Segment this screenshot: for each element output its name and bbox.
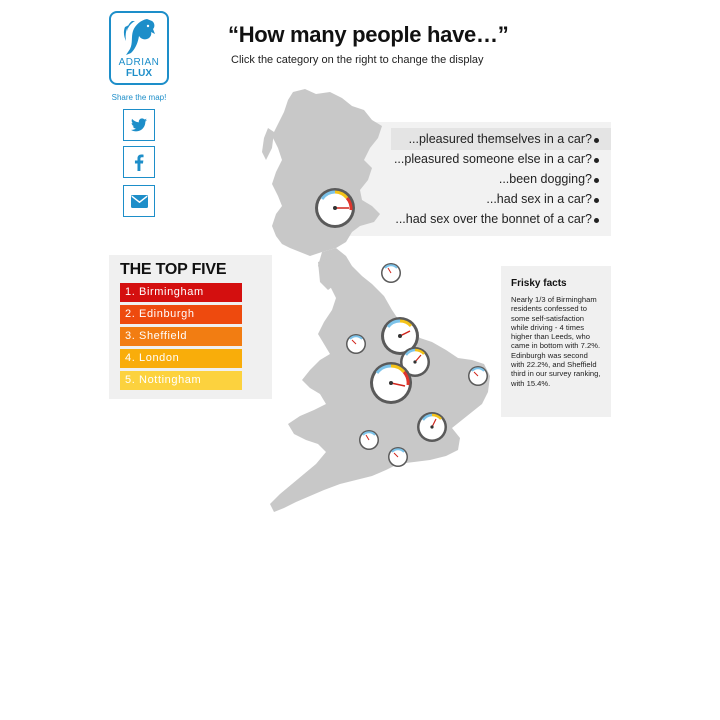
share-label: Share the map!: [111, 93, 167, 102]
category-pleasured-themselves[interactable]: ...pleasured themselves in a car?: [408, 132, 592, 146]
rank-item-3: 3. Sheffield: [120, 327, 242, 346]
region-scotland: [272, 89, 382, 256]
rank-item-2: 2. Edinburgh: [120, 305, 242, 324]
gauge-leeds-area[interactable]: [346, 334, 366, 354]
gauge-norwich[interactable]: [468, 366, 488, 386]
page-title: “How many people have…”: [228, 22, 509, 47]
category-bullet: [594, 138, 599, 143]
category-bullet: [594, 158, 599, 163]
category-bullet: [594, 218, 599, 223]
category-bullet: [594, 178, 599, 183]
rank-item-5: 5. Nottingham: [120, 371, 242, 390]
top-five-panel: [109, 255, 272, 399]
gauge-birmingham[interactable]: [370, 362, 412, 404]
top-five-title: THE TOP FIVE: [120, 261, 227, 278]
rank-item-1: 1. Birmingham: [120, 283, 242, 302]
page-subtitle: Click the category on the right to change the display: [231, 54, 484, 66]
logo-text-flux: FLUX: [125, 68, 153, 79]
gauge-newcastle[interactable]: [381, 263, 401, 283]
category-pleasured-someone-else[interactable]: ...pleasured someone else in a car?: [393, 152, 592, 166]
rank-item-4: 4. London: [120, 349, 242, 368]
region-outer-hebrides: [262, 128, 274, 160]
gauge-southampton[interactable]: [388, 447, 408, 467]
category-had-sex-in-car[interactable]: ...had sex in a car?: [486, 192, 592, 206]
category-bullet: [594, 198, 599, 203]
facts-title: Frisky facts: [511, 278, 567, 289]
category-been-dogging[interactable]: ...been dogging?: [498, 172, 592, 186]
frisky-facts-panel: [501, 266, 611, 417]
gauge-edinburgh[interactable]: [315, 188, 355, 228]
facts-body: Nearly 1/3 of Birmingham residents confessed to some self-satisfaction while driving - 4 times higher than Leeds, who came in bottom with 7.2%. Edinburgh was second with 22.2%, and Sheffield third in our survey ranking, with 15.4%.: [511, 295, 601, 388]
logo-text-adrian: ADRIAN: [118, 57, 160, 68]
gauge-london[interactable]: [417, 412, 447, 442]
category-sex-over-bonnet[interactable]: ...had sex over the bonnet of a car?: [395, 212, 592, 226]
gauge-bristol[interactable]: [359, 430, 379, 450]
